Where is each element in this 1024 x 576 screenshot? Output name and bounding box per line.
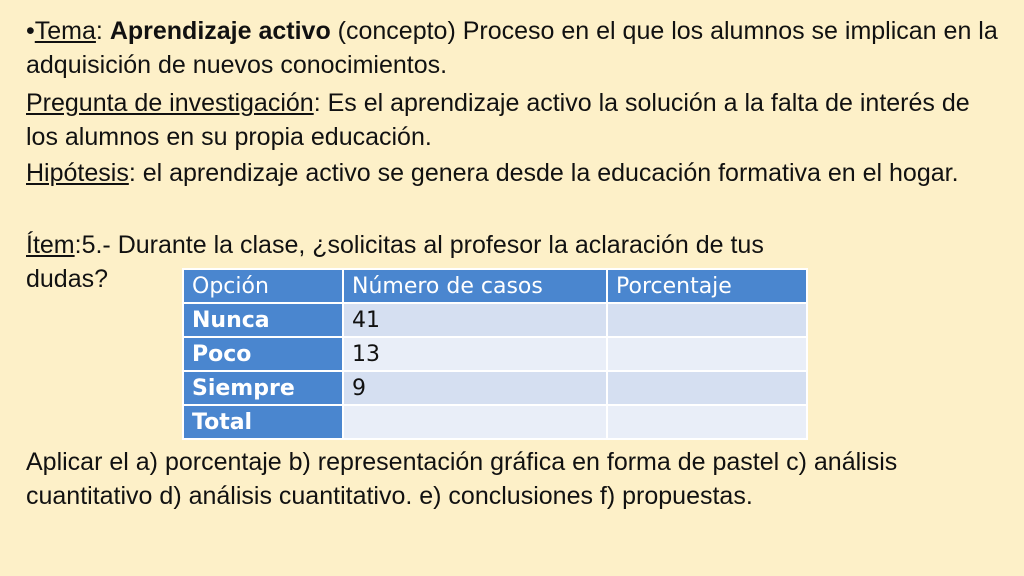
header-cases: Número de casos (344, 270, 606, 302)
row-cases: 41 (344, 304, 606, 336)
table-row (184, 304, 806, 336)
row-option: Poco (184, 338, 342, 370)
question-paragraph (26, 86, 1006, 154)
instructions-paragraph: Aplicar el a) porcentaje b) representación gráfica en forma de pastel c) análisis cuantitativo d) análisis cuantitativo. e) conclusiones f) propuestas. (26, 448, 898, 510)
question-text: : Es el aprendizaje activo la solución a la falta de interés de los alumnos en su propia educación. (26, 89, 970, 151)
topic-term: Aprendizaje activo (109, 17, 331, 45)
row-cases (344, 406, 606, 438)
topic-paragraph (26, 14, 1006, 82)
row-option: Nunca (184, 304, 342, 336)
hypothesis-paragraph (26, 156, 1006, 190)
table-row (184, 406, 806, 438)
header-option: Opción (184, 270, 342, 302)
table-header-row (184, 270, 806, 302)
hypothesis-text: : el aprendizaje activo se genera desde la educación formativa en el hogar. (128, 159, 959, 187)
topic-colon: : (95, 17, 110, 45)
row-percent (608, 338, 806, 370)
row-percent (608, 304, 806, 336)
cases-table (182, 268, 808, 440)
item-label: Ítem (26, 231, 75, 259)
item-text: :5.- Durante la clase, ¿solicitas al profesor la aclaración de tus (74, 231, 764, 259)
question-label: Pregunta de investigación (26, 89, 314, 117)
row-option: Total (184, 406, 342, 438)
row-percent (608, 406, 806, 438)
row-percent (608, 372, 806, 404)
hypothesis-label: Hipótesis (26, 159, 129, 187)
topic-label: Tema (34, 17, 96, 45)
item-text-line2: dudas? (26, 265, 109, 293)
row-cases: 13 (344, 338, 606, 370)
bullet: • (26, 17, 35, 45)
row-option: Siempre (184, 372, 342, 404)
topic-description: (concepto) Proceso en el que los alumnos se implican en la adquisición de nuevos conocimientos. (26, 17, 998, 79)
header-percent: Porcentaje (608, 270, 806, 302)
row-cases: 9 (344, 372, 606, 404)
table-row (184, 338, 806, 370)
table-row (184, 372, 806, 404)
